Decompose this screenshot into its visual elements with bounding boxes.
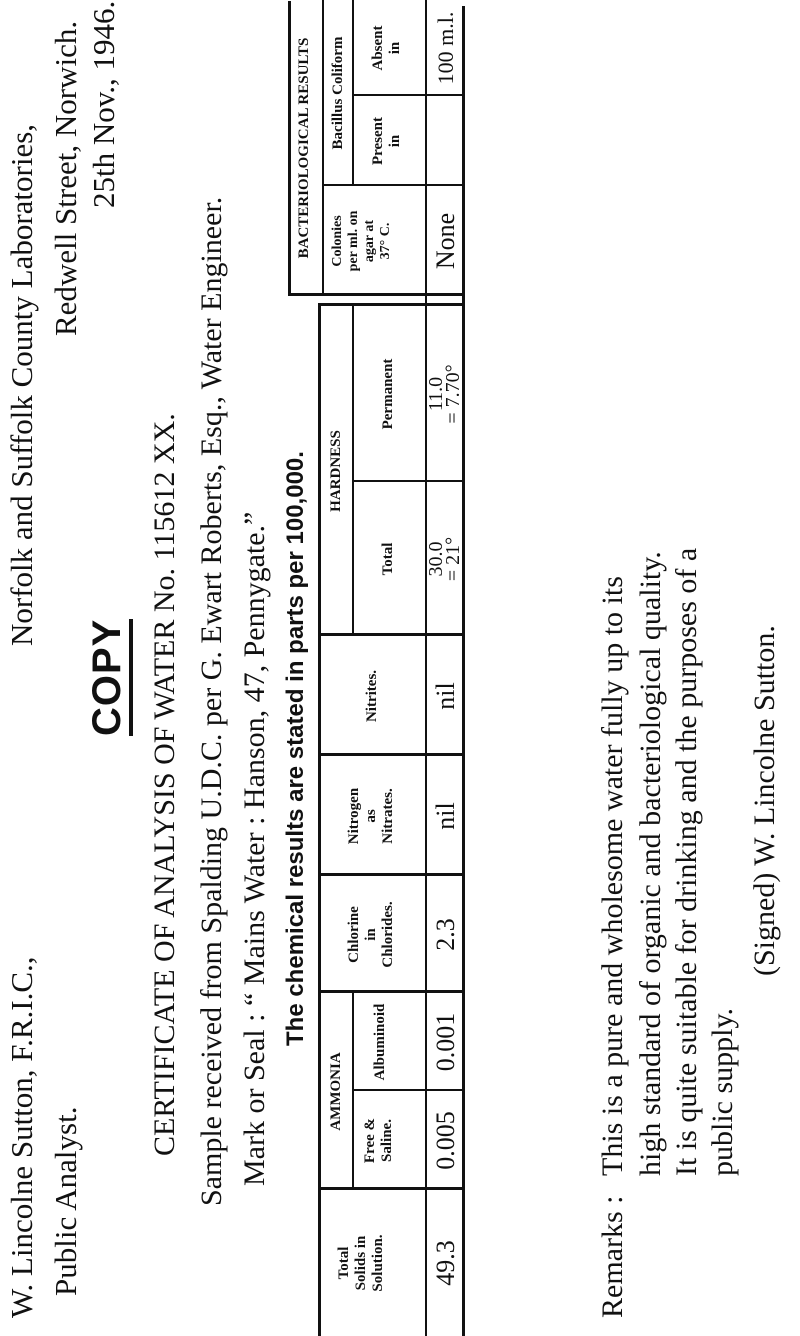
copy-stamp-text: COPY bbox=[85, 619, 133, 736]
header-albuminoid: Albuminoid bbox=[372, 1003, 388, 1081]
bact-subline bbox=[322, 0, 324, 296]
value-total-solids: 49.3 bbox=[431, 1240, 460, 1286]
value-chlorine: 2.3 bbox=[431, 918, 460, 951]
ammonia-subline bbox=[352, 993, 354, 1190]
table-top-line bbox=[318, 306, 321, 1336]
remarks-label: Remarks : bbox=[596, 1195, 629, 1318]
lab-address: Redwell Street, Norwich. bbox=[48, 20, 83, 336]
header-ammonia: AMMONIA bbox=[328, 1052, 344, 1131]
header-absent: Absent in bbox=[370, 25, 403, 71]
header-hardness-permanent: Permanent bbox=[380, 358, 396, 430]
remarks-line-4: public supply. bbox=[706, 1007, 739, 1176]
header-hardness: HARDNESS bbox=[328, 430, 344, 512]
certificate-title: CERTIFICATE OF ANALYSIS OF WATER No. 115612 XX. bbox=[148, 413, 181, 1156]
hardness-subline bbox=[352, 306, 354, 636]
header-bacteriological: BACTERIOLOGICAL RESULTS bbox=[296, 37, 312, 259]
value-hardness-permanent: 11.0 = 7.70° bbox=[425, 364, 464, 424]
certificate-date: 25th Nov., 1946. bbox=[86, 0, 121, 208]
sample-source: Sample received from Spalding U.D.C. per G. Ewart Roberts, Esq., Water Engineer. bbox=[195, 196, 228, 1206]
value-albuminoid: 0.001 bbox=[431, 1012, 460, 1072]
value-free-saline: 0.005 bbox=[431, 1111, 460, 1170]
remarks-line-1: This is a pure and wholesome water fully up to its bbox=[596, 576, 629, 1176]
value-absent: 100 m.l. bbox=[433, 11, 458, 85]
signature: (Signed) W. Lincolne Sutton. bbox=[748, 625, 781, 976]
analyst-title: Public Analyst. bbox=[48, 1106, 83, 1296]
laboratory-name: Norfolk and Suffolk County Laboratories, bbox=[4, 123, 39, 646]
header-present: Present in bbox=[370, 116, 403, 166]
header-nitrites: Nitrites. bbox=[364, 669, 380, 723]
header-free-saline: Free & Saline. bbox=[362, 1117, 395, 1164]
header-divider bbox=[425, 0, 427, 1336]
remarks-line-2: high standard of organic and bacteriological quality. bbox=[634, 551, 667, 1176]
bacillus-subline bbox=[352, 0, 354, 186]
header-total-solids: Total Solids in Solution. bbox=[336, 1234, 386, 1292]
bact-top-line bbox=[288, 1, 291, 296]
header-nitrogen: Nitrogen as Nitrates. bbox=[346, 787, 396, 845]
header-hardness-total: Total bbox=[380, 542, 396, 576]
chemical-note: The chemical results are stated in parts per 100,000. bbox=[282, 451, 309, 1046]
mark-or-seal: Mark or Seal : “ Mains Water : Hanson, 47, Pennygate.” bbox=[238, 511, 271, 1186]
remarks-line-3: It is quite suitable for drinking and the purposes of a bbox=[670, 547, 703, 1176]
analyst-name: W. Lincolne Sutton, F.R.I.C., bbox=[4, 956, 39, 1318]
value-colonies: None bbox=[431, 212, 460, 270]
table-bottom-line bbox=[462, 6, 465, 1336]
header-colonies: Colonies per ml. on agar at 37° C. bbox=[330, 210, 393, 272]
value-hardness-total: 30.0 = 21° bbox=[425, 536, 464, 582]
value-nitrogen: nil bbox=[431, 802, 460, 830]
header-bacillus-coliform: Bacillus Coliform bbox=[330, 36, 346, 150]
value-nitrites: nil bbox=[431, 682, 460, 710]
header-chlorine: Chlorine in Chlorides. bbox=[346, 901, 396, 968]
